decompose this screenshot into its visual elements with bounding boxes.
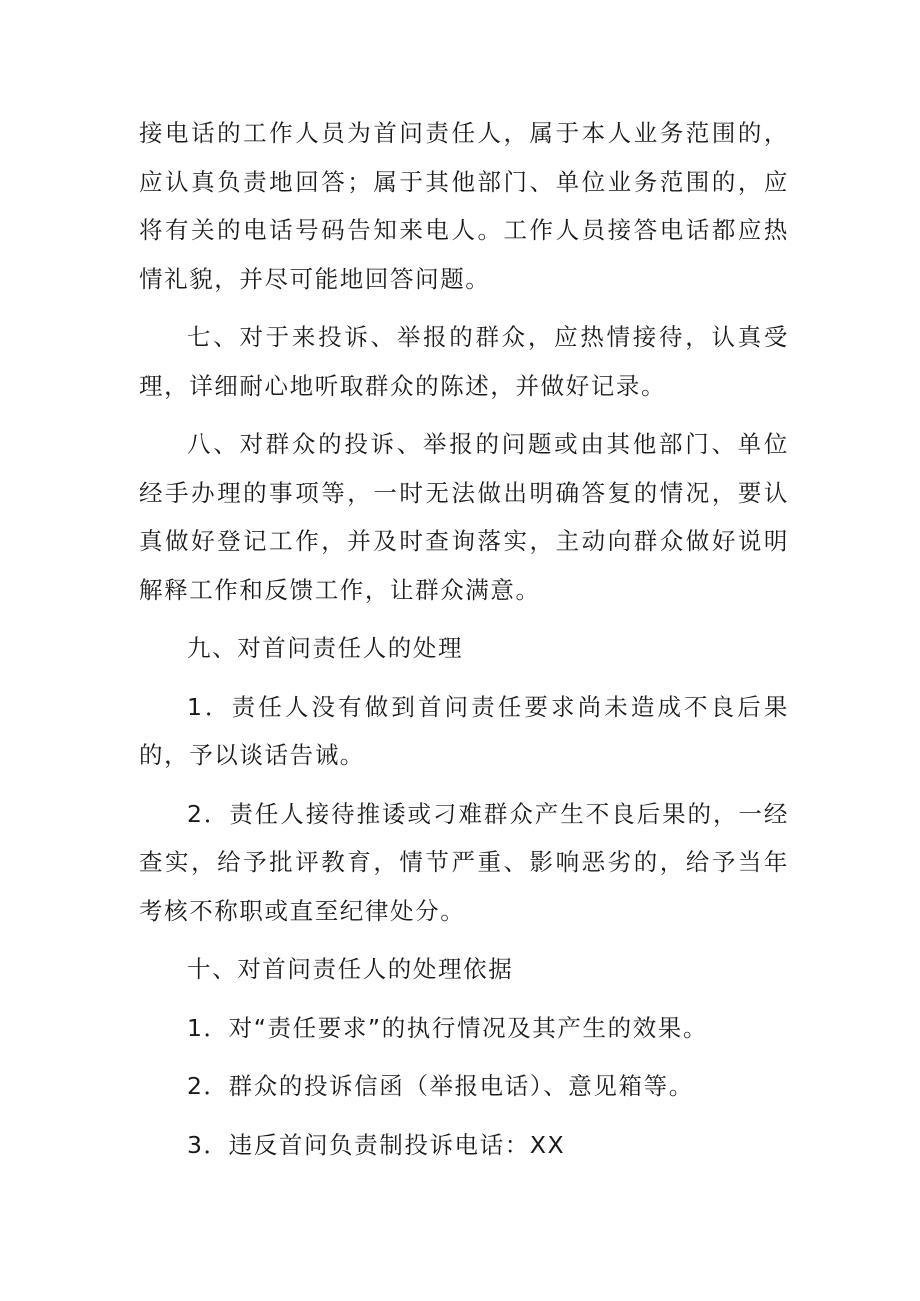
sub-item-10-1: 1．对“责任要求”的执行情况及其产生的效果。: [187, 1013, 708, 1042]
paragraph-continuation: 接电话的工作人员为首问责任人，属于本人业务范围的，应认真负责地回答；属于其他部门、单位业务范围的，应将有关的电话号码告知来电人。工作人员接答电话都应热情礼貌，并尽可能地回答问题。: [139, 119, 789, 293]
sub-item-9-2: 2．责任人接待推诿或刁难群众产生不良后果的，一经查实，给予批评教育，情节严重、影响恶劣的，给予当年考核不称职或直至纪律处分。: [139, 799, 789, 925]
sub-item-10-3: 3．违反首问负责制投诉电话：XX: [187, 1130, 566, 1159]
sub-item-9-1: 1．责任人没有做到首问责任要求尚未造成不良后果的，予以谈话告诫。: [139, 692, 789, 769]
sub-item-10-2: 2．群众的投诉信函（举报电话）、意见箱等。: [187, 1072, 694, 1100]
paragraph-item-8: 八、对群众的投诉、举报的问题或由其他部门、单位经手办理的事项等，一时无法做出明确答复的情况，要认真做好登记工作，并及时查询落实，主动向群众做好说明解释工作和反馈工作，让群众满意。: [139, 430, 789, 604]
document-body: [139, 109, 789, 1179]
paragraph-item-7: 七、对于来投诉、举报的群众，应热情接待，认真受理，详细耐心地听取群众的陈述，并做好记录。: [139, 323, 789, 400]
section-heading-9: 九、对首问责任人的处理: [187, 634, 464, 662]
section-heading-10: 十、对首问责任人的处理依据: [187, 955, 514, 983]
